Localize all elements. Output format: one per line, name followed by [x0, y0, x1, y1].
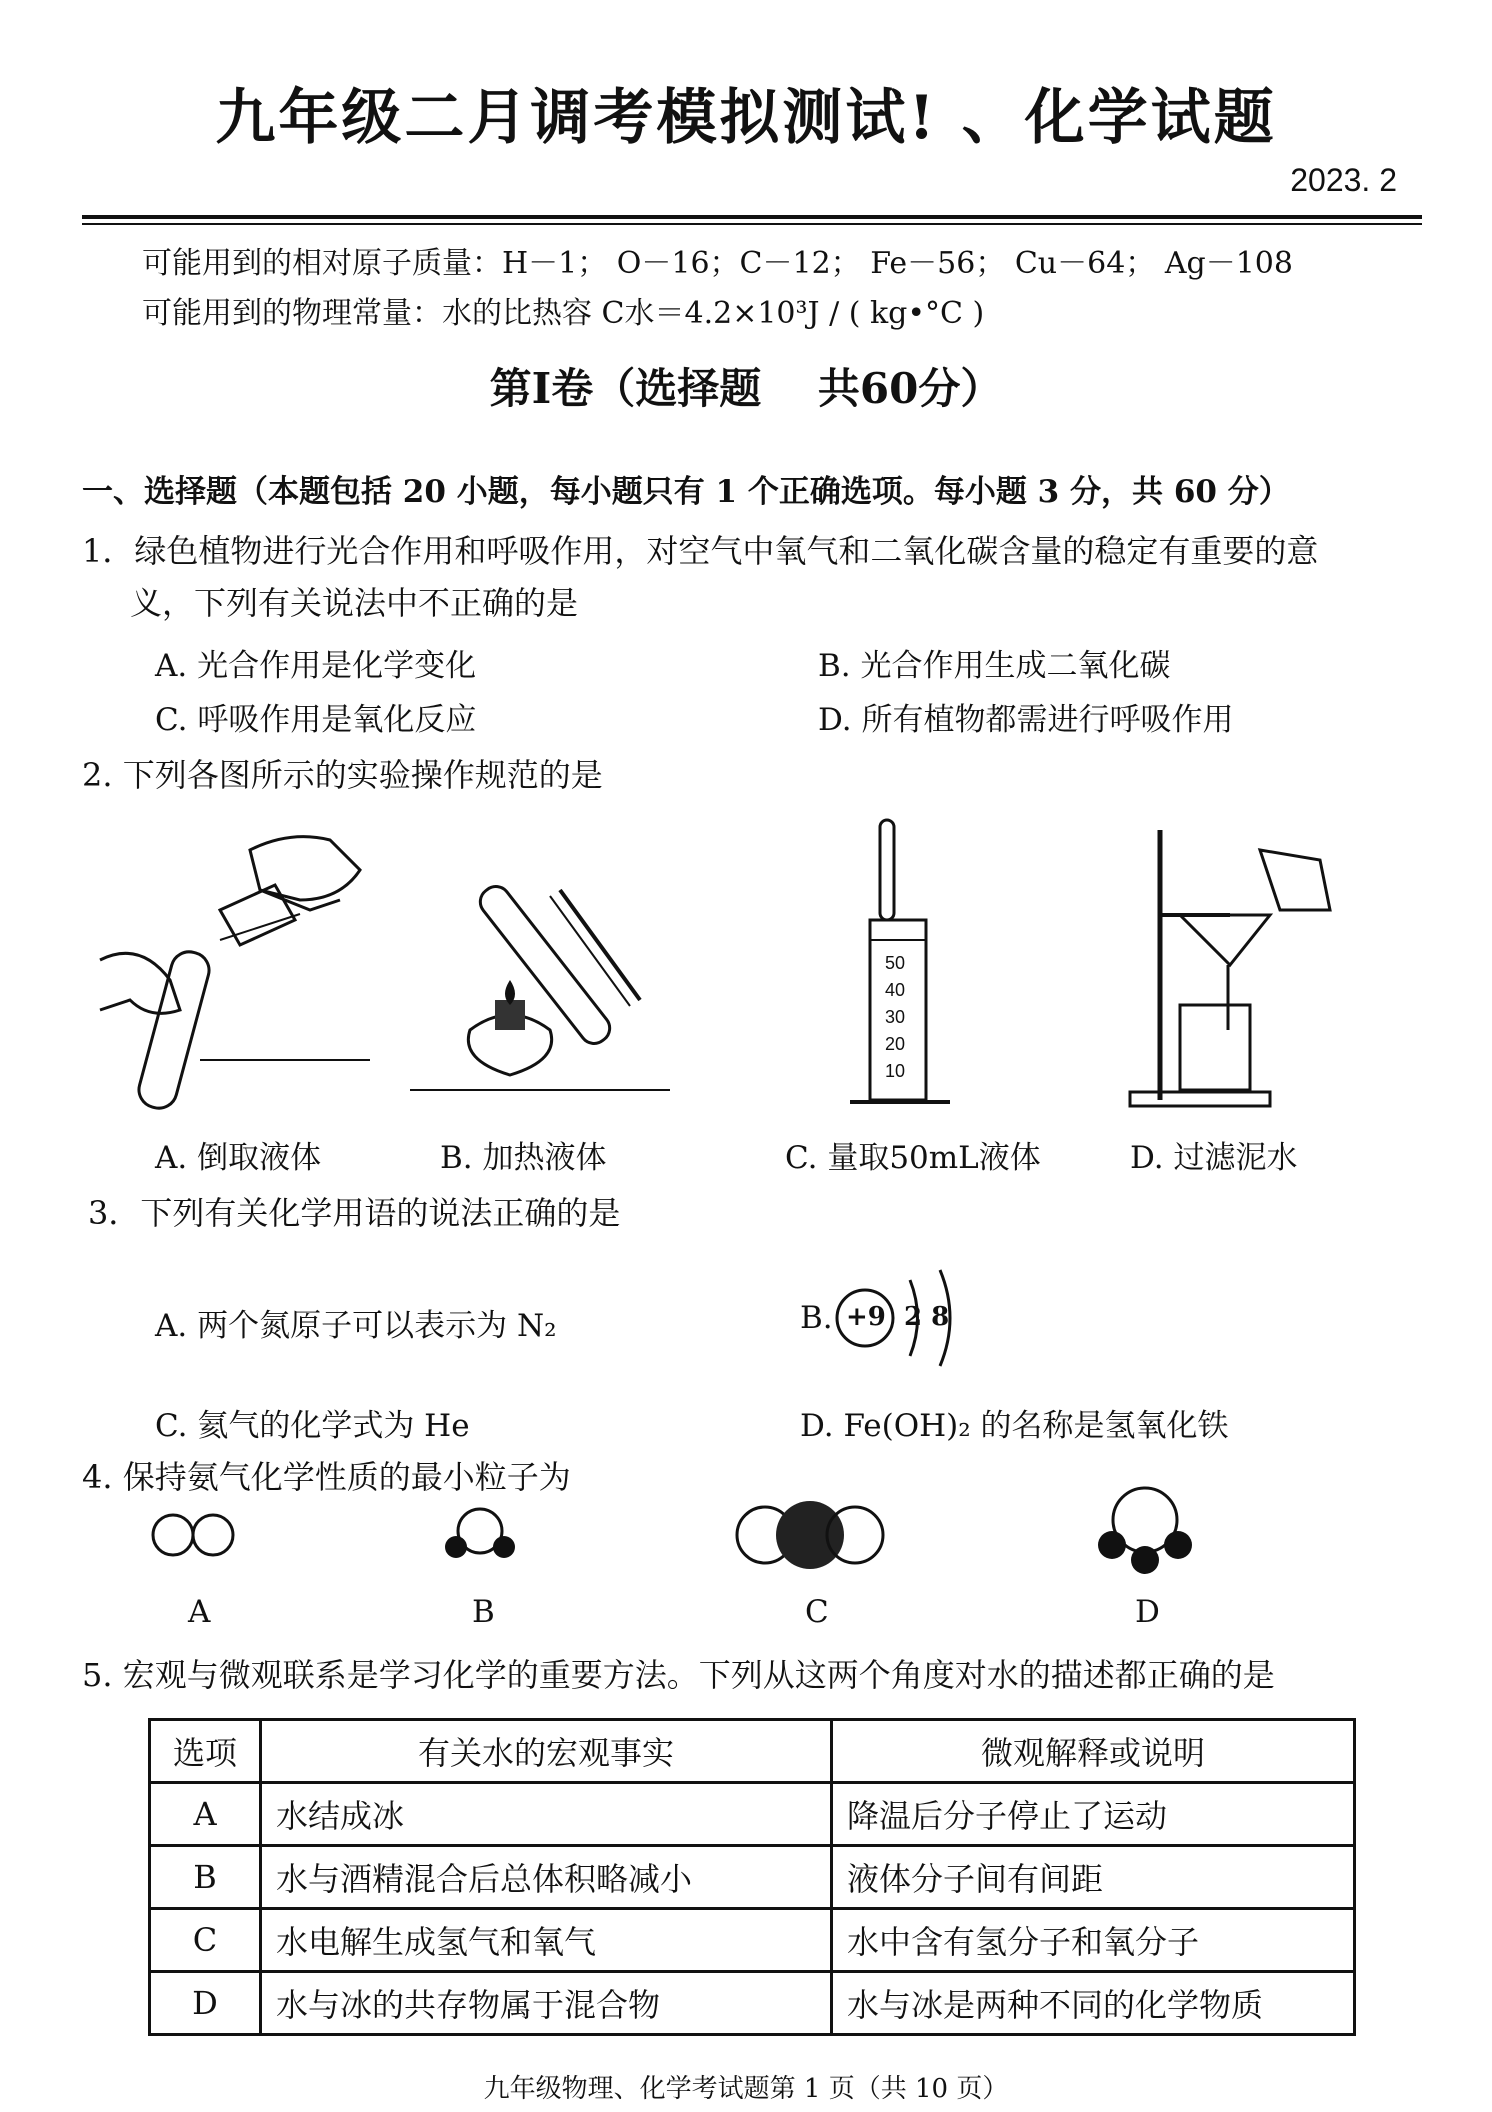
- table-cell: 水与酒精混合后总体积略减小: [261, 1846, 832, 1909]
- q1-stem-line2: 义，下列有关说法中不正确的是: [130, 584, 579, 622]
- physics-constant-line: 可能用到的物理常量：水的比热容 C水＝4.2×10³J / ( kg•°C ): [142, 296, 985, 331]
- table-cell: A: [150, 1783, 261, 1846]
- table-header-cell: 选项: [150, 1720, 261, 1783]
- particle-model-d: [1090, 1485, 1200, 1585]
- figure-pouring-liquid: [100, 810, 380, 1150]
- exam-date: 2023. 2: [1290, 162, 1397, 198]
- q3-option-b-label: B.: [800, 1300, 833, 1336]
- q2-option-b: B. 加热液体: [440, 1140, 607, 1176]
- table-row: [150, 1783, 1355, 1846]
- q5-table: [148, 1718, 1356, 2036]
- q3-stem: 3．下列有关化学用语的说法正确的是: [88, 1194, 621, 1232]
- q4-label-a: A: [188, 1594, 211, 1630]
- table-cell: 液体分子间有间距: [832, 1846, 1355, 1909]
- page-footer: 九年级物理、化学考试题第 1 页（共 10 页）: [483, 2074, 1009, 2104]
- table-header-row: [150, 1720, 1355, 1783]
- table-cell: 水与冰的共存物属于混合物: [261, 1972, 832, 2035]
- section-title: 第Ⅰ卷（选择题 共60分）: [489, 364, 1003, 413]
- cylinder-tick: 10: [885, 1061, 906, 1081]
- cylinder-tick: 30: [885, 1007, 906, 1027]
- q4-stem: 4. 保持氨气化学性质的最小粒子为: [82, 1458, 571, 1496]
- atom-electron-shells: 2 8: [904, 1302, 950, 1332]
- q3-option-c: C. 氦气的化学式为 He: [155, 1408, 470, 1444]
- q4-label-c: C: [805, 1594, 829, 1630]
- q4-label-b: B: [472, 1594, 495, 1630]
- table-row: [150, 1909, 1355, 1972]
- atomic-mass-line: 可能用到的相对原子质量：H－1； O－16；C－12； Fe－56； Cu－64； Ag－108: [142, 246, 1293, 281]
- table-header-cell: 有关水的宏观事实: [261, 1720, 832, 1783]
- q1-option-b: B. 光合作用生成二氧化碳: [818, 648, 1171, 684]
- part-heading: 一、选择题（本题包括 20 小题，每小题只有 1 个正确选项。每小题 3 分，共 60 分）: [82, 474, 1290, 510]
- table-cell: 水结成冰: [261, 1783, 832, 1846]
- table-cell: C: [150, 1909, 261, 1972]
- header-rule-thin: [82, 223, 1422, 225]
- cylinder-tick: 40: [885, 980, 906, 1000]
- q1-option-c: C. 呼吸作用是氧化反应: [155, 702, 477, 738]
- table-cell: 水中含有氢分子和氧分子: [832, 1909, 1355, 1972]
- table-cell: 水电解生成氢气和氧气: [261, 1909, 832, 1972]
- q2-option-d: D. 过滤泥水: [1130, 1140, 1298, 1176]
- cylinder-scale: [885, 950, 905, 1085]
- q1-option-d: D. 所有植物都需进行呼吸作用: [818, 702, 1234, 738]
- cylinder-tick: 50: [885, 953, 906, 973]
- particle-model-b: [440, 1505, 520, 1565]
- q4-label-d: D: [1135, 1594, 1160, 1630]
- table-cell: 降温后分子停止了运动: [832, 1783, 1355, 1846]
- table-cell: 水与冰是两种不同的化学物质: [832, 1972, 1355, 2035]
- q5-stem: 5. 宏观与微观联系是学习化学的重要方法。下列从这两个角度对水的描述都正确的是: [82, 1656, 1275, 1694]
- q1-stem-line1: 1．绿色植物进行光合作用和呼吸作用，对空气中氧气和二氧化碳含量的稳定有重要的意: [82, 532, 1319, 570]
- exam-title: 九年级二月调考模拟测试! 、化学试题: [215, 83, 1277, 153]
- figure-heating-liquid: [410, 800, 670, 1130]
- q3-option-d: D. Fe(OH)₂ 的名称是氢氧化铁: [800, 1408, 1229, 1444]
- atom-nucleus-charge: +9: [846, 1302, 886, 1332]
- particle-model-c: [735, 1495, 885, 1575]
- table-cell: B: [150, 1846, 261, 1909]
- particle-model-a: [150, 1510, 240, 1560]
- q2-option-a: A. 倒取液体: [155, 1140, 322, 1176]
- header-rule: [82, 215, 1422, 219]
- q1-option-a: A. 光合作用是化学变化: [155, 648, 477, 684]
- table-row: [150, 1846, 1355, 1909]
- q2-stem: 2. 下列各图所示的实验操作规范的是: [82, 756, 603, 794]
- figure-filtration: [1120, 830, 1360, 1130]
- q3-option-a: A. 两个氮原子可以表示为 N₂: [155, 1308, 557, 1344]
- table-row: [150, 1972, 1355, 2035]
- q2-option-c: C. 量取50mL液体: [785, 1140, 1041, 1176]
- table-header-cell: 微观解释或说明: [832, 1720, 1355, 1783]
- cylinder-tick: 20: [885, 1034, 906, 1054]
- table-cell: D: [150, 1972, 261, 2035]
